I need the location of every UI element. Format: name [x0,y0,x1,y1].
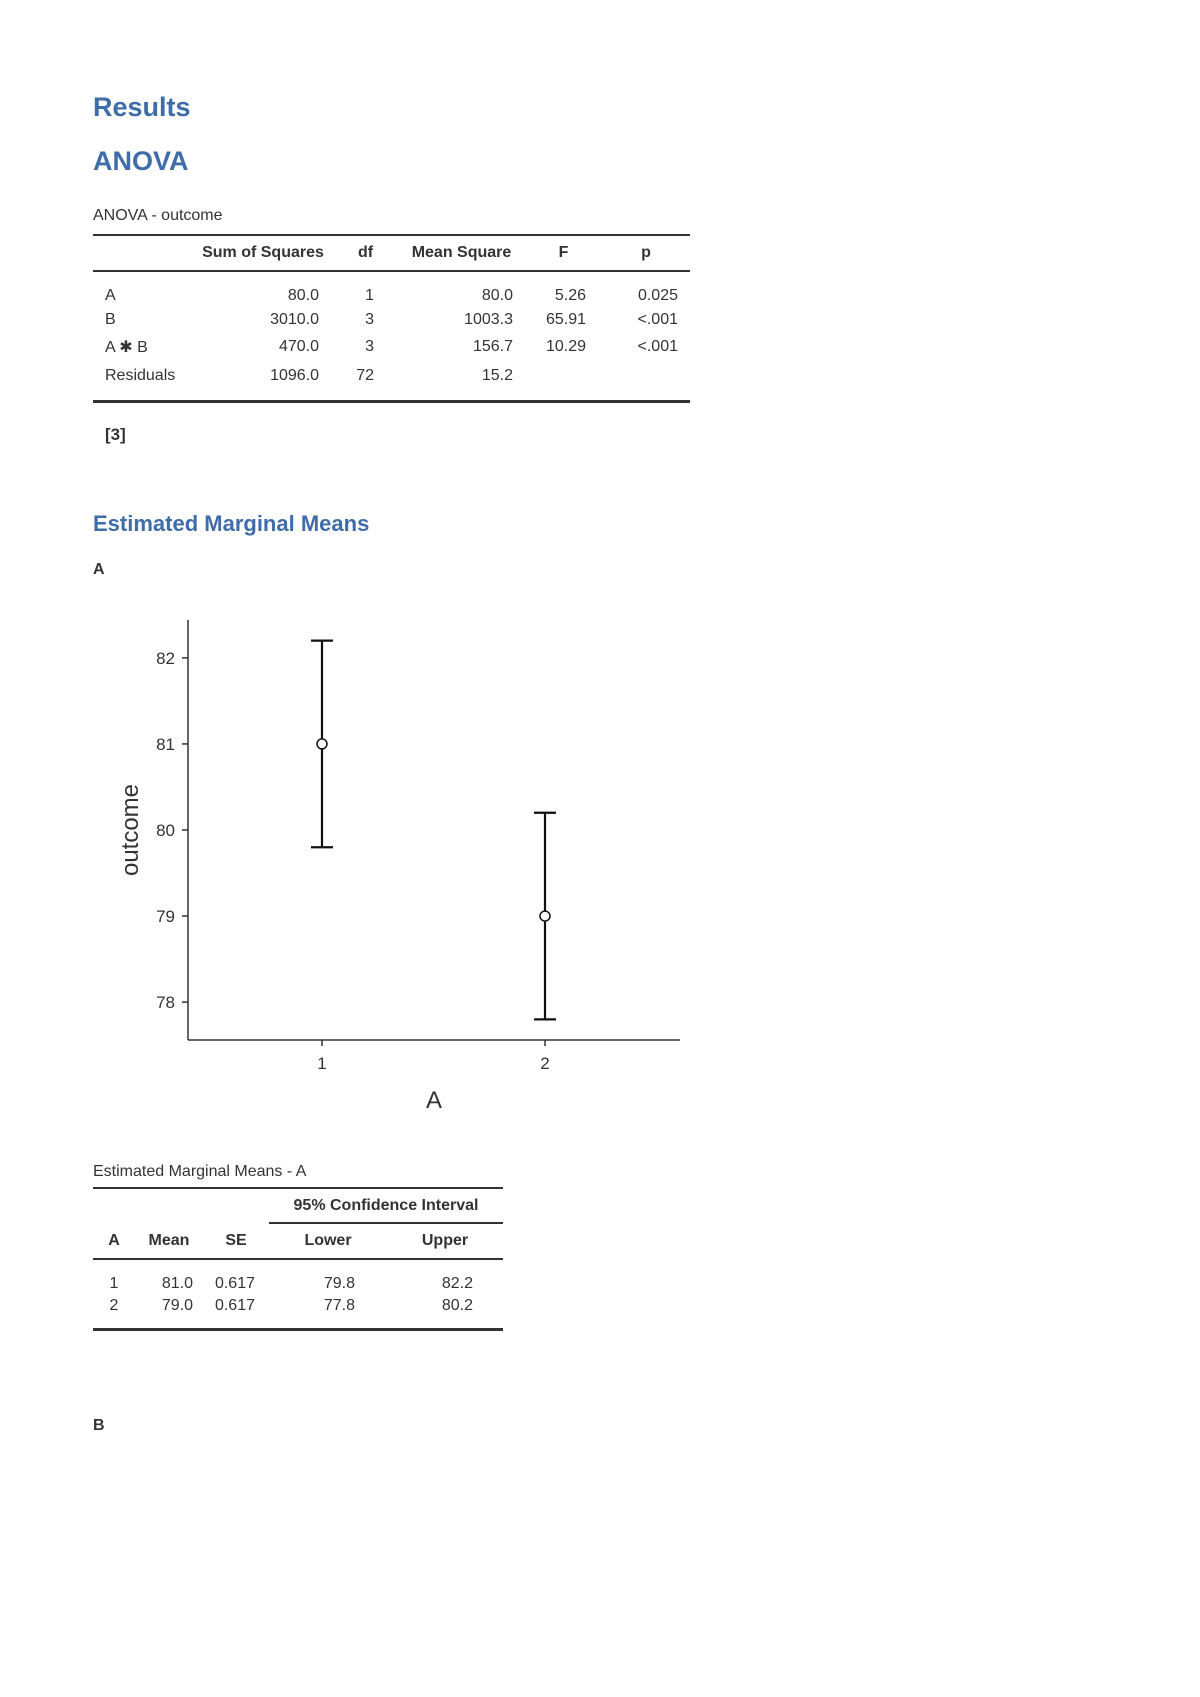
x-tick-label: 2 [540,1054,550,1073]
anova-col-df: df [357,244,374,261]
anova-term: Residuals [105,367,176,384]
emm-subheading-a: A [93,561,105,578]
emm-a: 2 [109,1297,119,1314]
anova-col-ms: Mean Square [411,244,512,261]
emm-lower: 77.8 [323,1297,355,1314]
anova-heading: ANOVA [93,146,189,176]
anova-ss: 3010.0 [270,311,319,328]
anova-col-f: F [558,244,569,261]
anova-p: <.001 [637,311,678,328]
anova-table-caption: ANOVA - outcome [93,207,223,224]
anova-footnote: [3] [105,425,126,444]
anova-ss: 470.0 [278,338,319,355]
emm-heading: Estimated Marginal Means [93,511,370,536]
anova-df: 72 [356,367,374,384]
anova-term: B [105,311,116,328]
emm-se: 0.617 [214,1275,255,1292]
anova-df: 3 [365,338,374,355]
emm-col-se: SE [225,1231,247,1249]
anova-df: 3 [365,311,374,328]
emm-upper: 82.2 [441,1275,473,1292]
anova-f: 5.26 [554,287,586,304]
y-axis-label: outcome [117,783,144,877]
emm-se: 0.617 [214,1297,255,1314]
anova-ms: 15.2 [481,367,513,384]
y-tick-label: 78 [156,993,175,1013]
anova-ms: 156.7 [472,338,513,355]
anova-ss: 1096.0 [270,367,319,384]
anova-col-p: p [641,244,651,261]
table-row [93,1259,503,1295]
anova-col-ss: Sum of Squares [202,244,324,261]
anova-ms: 80.0 [481,287,513,304]
emm-table-caption: Estimated Marginal Means - A [93,1163,307,1180]
anova-df: 1 [365,287,374,304]
y-tick-label: 82 [156,648,175,668]
emm-col-a: A [108,1231,120,1249]
anova-term: A [105,287,116,304]
emm-col-upper: Upper [421,1232,469,1249]
anova-f: 10.29 [545,338,586,355]
emm-a: 1 [109,1275,119,1292]
emm-subheading-b: B [93,1417,105,1434]
emm-group-header-row [93,1188,503,1223]
mean-point [317,739,327,749]
emm-upper: 80.2 [441,1297,473,1314]
anova-term: A ✱ B [105,339,148,356]
anova-p: 0.025 [637,287,678,304]
emm-mean: 79.0 [161,1297,193,1314]
y-tick-label: 79 [156,907,175,927]
x-tick-label: 1 [317,1054,327,1073]
emm-header-row [93,1223,503,1259]
emm-table [93,1187,503,1331]
x-axis-label: A [425,1087,443,1114]
anova-p: <.001 [637,338,678,355]
mean-point [540,911,550,921]
ci-group-header: 95% Confidence Interval [269,1188,503,1223]
anova-f: 65.91 [545,311,586,328]
emm-lower: 79.8 [323,1275,355,1292]
table-row [93,1295,503,1329]
y-tick-label: 80 [156,821,175,840]
emm-mean: 81.0 [161,1275,193,1292]
emm-col-lower: Lower [304,1232,352,1249]
y-tick-label: 81 [156,734,175,754]
emm-col-mean: Mean [148,1231,190,1249]
anova-ms: 1003.3 [464,311,513,328]
results-heading: Results [93,92,191,122]
anova-ss: 80.0 [287,287,319,304]
